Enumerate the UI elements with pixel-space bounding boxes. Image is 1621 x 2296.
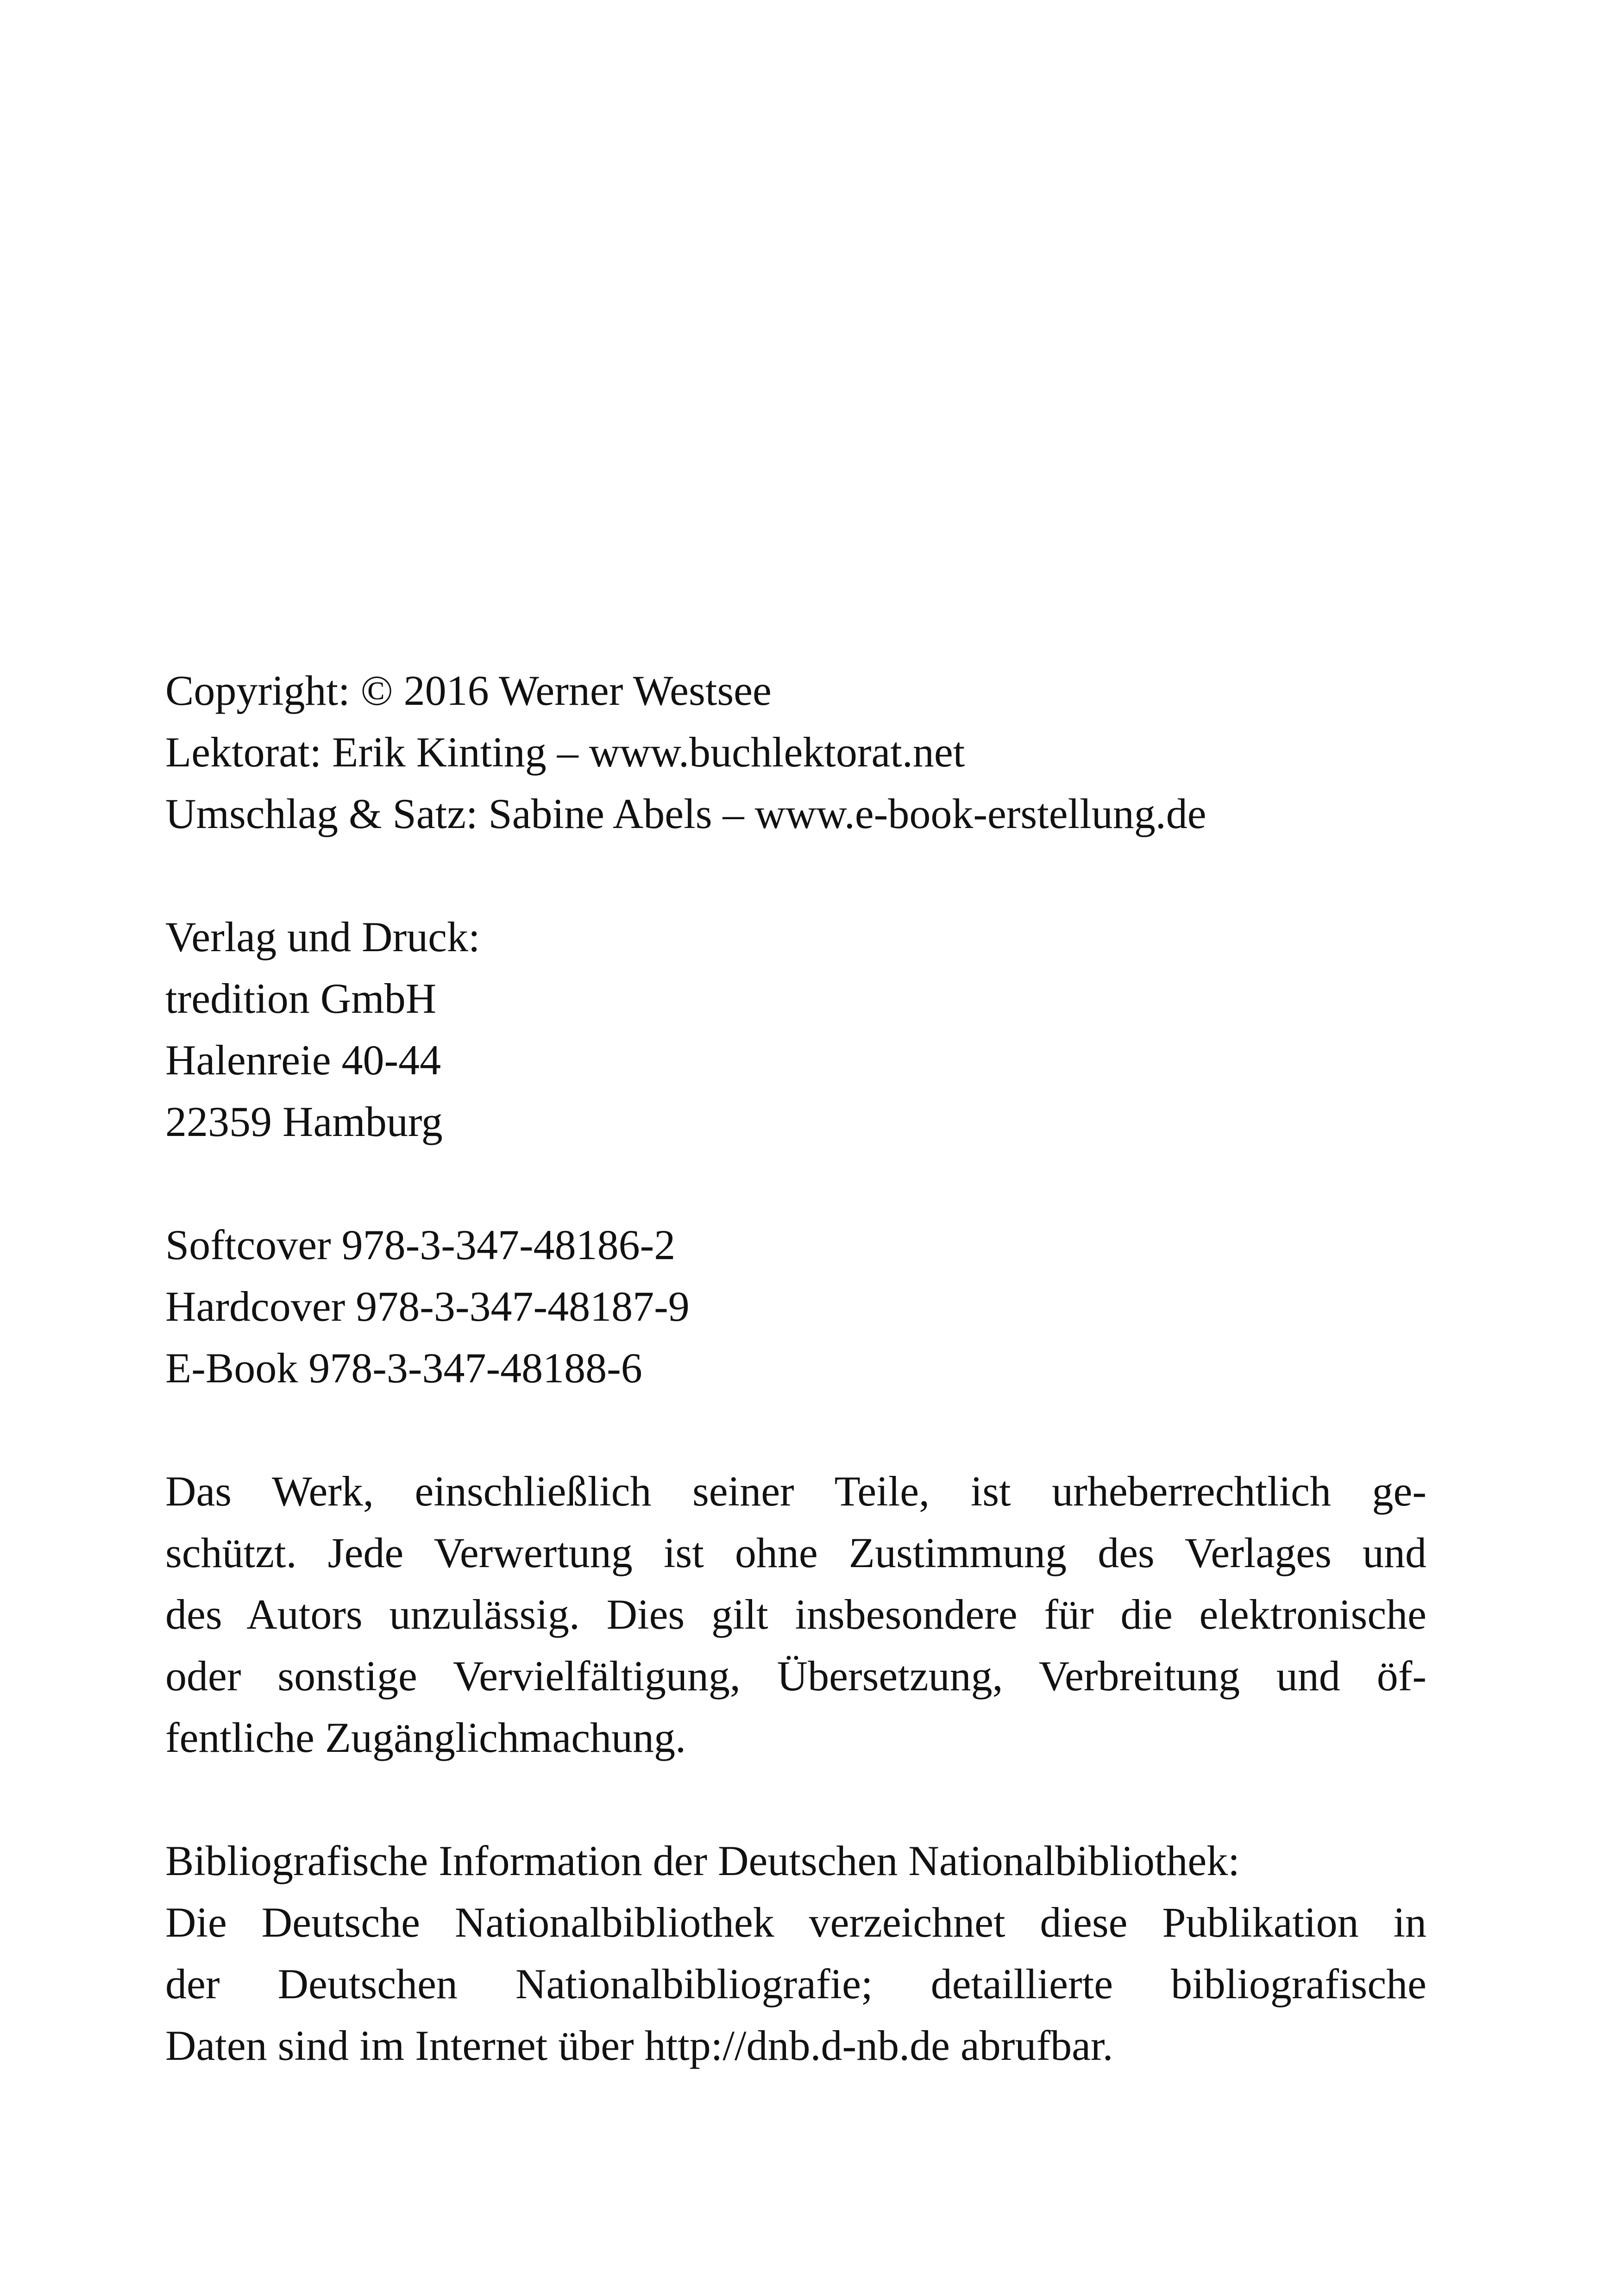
- credits-block: [165, 660, 1426, 845]
- rights-line: Das Werk, einschließlich seiner Teile, ist urheberrechtlich ge-: [165, 1468, 1426, 1515]
- bibliography-paragraph: [165, 1830, 1426, 2076]
- copyright-line: Copyright: © 2016 Werner Westsee: [165, 667, 772, 714]
- spacer: [165, 1153, 1426, 1214]
- rights-line: schützt. Jede Verwertung ist ohne Zustimmung des Verlages und: [165, 1529, 1426, 1576]
- publisher-street: Halenreie 40-44: [165, 1036, 441, 1084]
- spacer: [165, 1769, 1426, 1830]
- editor-line: Lektorat: Erik Kinting – www.buchlektorat.net: [165, 728, 965, 776]
- publisher-city: 22359 Hamburg: [165, 1098, 443, 1145]
- spacer: [165, 1399, 1426, 1461]
- isbn-softcover: Softcover 978-3-347-48186-2: [165, 1221, 676, 1268]
- rights-line: oder sonstige Vervielfältigung, Übersetzung, Verbreitung und öf-: [165, 1652, 1426, 1700]
- isbn-block: [165, 1214, 1426, 1399]
- bibliography-heading: Bibliografische Information der Deutschen Nationalbibliothek:: [165, 1837, 1240, 1884]
- bibliography-line: der Deutschen Nationalbibliografie; detaillierte bibliografische: [165, 1960, 1426, 2007]
- rights-line: fentliche Zugänglichmachung.: [165, 1714, 686, 1761]
- publisher-name: tredition GmbH: [165, 975, 437, 1022]
- rights-line: des Autors unzulässig. Dies gilt insbesondere für die elektronische: [165, 1591, 1426, 1638]
- isbn-hardcover: Hardcover 978-3-347-48187-9: [165, 1283, 690, 1330]
- cover-typesetting-line: Umschlag & Satz: Sabine Abels – www.e-book-erstellung.de: [165, 790, 1206, 837]
- publisher-heading: Verlag und Druck:: [165, 913, 480, 960]
- publisher-block: [165, 906, 1426, 1153]
- bibliography-line: Die Deutsche Nationalbibliothek verzeichnet diese Publikation in: [165, 1899, 1426, 1946]
- spacer: [165, 845, 1426, 906]
- isbn-ebook: E-Book 978-3-347-48188-6: [165, 1344, 642, 1392]
- bibliography-line: Daten sind im Internet über http://dnb.d-nb.de abrufbar.: [165, 2022, 1113, 2069]
- rights-paragraph: [165, 1461, 1426, 1769]
- imprint-content: [165, 660, 1426, 2076]
